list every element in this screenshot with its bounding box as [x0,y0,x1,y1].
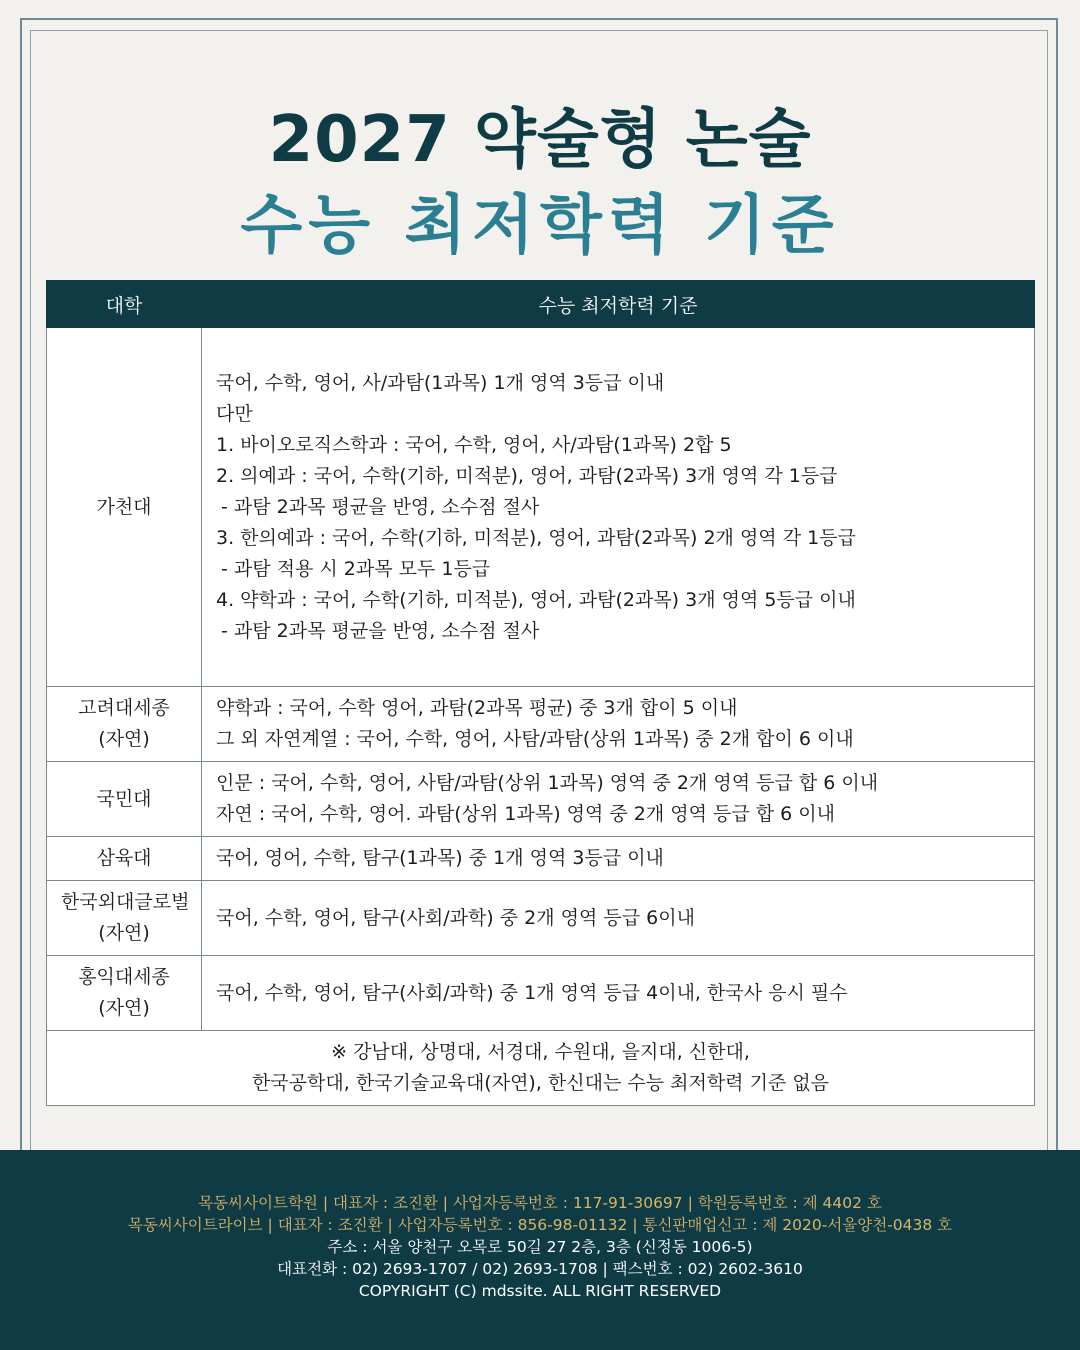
university-cell [47,687,202,762]
university-name: 가천대 [96,495,152,518]
criteria-line: - 과탐 2과목 평균을 반영, 소수점 절사 [221,619,540,642]
criteria-line: 2. 의예과 : 국어, 수학(기하, 미적분), 영어, 과탐(2과목) 3개 영역 각 1등급 [216,464,838,487]
university-cell [47,837,202,881]
note-line: ※ 강남대, 상명대, 서경대, 수원대, 을지대, 신한대, [331,1041,750,1063]
footer-contact: 대표전화 : 02) 2693-1707 / 02) 2693-1708 | 팩스번호 : 02) 2602-3610 [277,1260,803,1278]
header-criteria: 수능 최저학력 기준 [202,281,1035,328]
criteria-cell [202,762,1035,837]
university-name: 홍익대세종 [78,966,170,988]
criteria-line: 그 외 자연계열 : 국어, 수학, 영어, 사탐/과탐(상위 1과목) 중 2개 합이 6 이내 [216,728,854,750]
criteria-line: 국어, 영어, 수학, 탐구(1과목) 중 1개 영역 3등급 이내 [216,847,664,869]
university-track: (자연) [98,728,150,750]
university-cell [47,762,202,837]
table-row [47,881,1035,956]
criteria-table [46,280,1035,1106]
table-row [47,687,1035,762]
table-row [47,762,1035,837]
criteria-cell [202,328,1035,687]
table-note-row [47,1031,1035,1106]
criteria-line: - 과탐 적용 시 2과목 모두 1등급 [221,557,491,580]
table-row [47,837,1035,881]
university-cell [47,881,202,956]
footer-address: 주소 : 서울 양천구 오목로 50길 27 2층, 3층 (신정동 1006-5) [327,1238,753,1256]
table-row [47,328,1035,687]
criteria-line: - 과탐 2과목 평균을 반영, 소수점 절사 [221,495,540,518]
university-name: 한국외대글로벌 [61,891,190,913]
note-line: 한국공학대, 한국기술교육대(자연), 한신대는 수능 최저학력 기준 없음 [251,1072,830,1094]
university-cell [47,956,202,1031]
page-title-line1: 2027 약술형 논술 [268,103,812,177]
criteria-line: 국어, 수학, 영어, 탐구(사회/과학) 중 2개 영역 등급 6이내 [216,906,695,929]
footer-text-block [0,1192,1080,1302]
table-header-row [47,281,1035,328]
university-track: (자연) [98,922,150,944]
criteria-cell [202,687,1035,762]
criteria-line: 3. 한의예과 : 국어, 수학(기하, 미적분), 영어, 과탐(2과목) 2개 영역 각 1등급 [216,526,856,549]
criteria-line: 자연 : 국어, 수학, 영어. 과탐(상위 1과목) 영역 중 2개 영역 등급 합 6 이내 [216,803,836,825]
footer-academy-info: 목동씨사이트학원 | 대표자 : 조진환 | 사업자등록번호 : 117-91-30697 | 학원등록번호 : 제 4402 호 [198,1194,882,1212]
note-cell [47,1031,1035,1106]
footer [0,1150,1080,1350]
footer-live-info: 목동씨사이트라이브 | 대표자 : 조진환 | 사업자등록번호 : 856-98-01132 | 통신판매업신고 : 제 2020-서울양천-0438 호 [127,1216,953,1234]
university-cell [47,328,202,687]
criteria-line: 약학과 : 국어, 수학 영어, 과탐(2과목 평균) 중 3개 합이 5 이내 [216,697,738,719]
university-name: 삼육대 [96,847,152,869]
criteria-line: 국어, 수학, 영어, 탐구(사회/과학) 중 1개 영역 등급 4이내, 한국사 응시 필수 [216,981,848,1004]
criteria-cell [202,956,1035,1031]
criteria-cell [202,881,1035,956]
criteria-line: 인문 : 국어, 수학, 영어, 사탐/과탐(상위 1과목) 영역 중 2개 영역 등급 합 6 이내 [216,772,879,794]
university-name: 고려대세종 [78,697,170,719]
criteria-cell [202,837,1035,881]
header-university: 대학 [47,281,202,328]
criteria-line: 국어, 수학, 영어, 사/과탐(1과목) 1개 영역 3등급 이내 [216,371,665,394]
criteria-line: 1. 바이오로직스학과 : 국어, 수학, 영어, 사/과탐(1과목) 2합 5 [216,433,732,456]
footer-copyright: COPYRIGHT (C) mdssite. ALL RIGHT RESERVED [358,1282,722,1300]
table-row [47,956,1035,1031]
criteria-line: 다만 [216,402,253,425]
university-track: (자연) [98,997,150,1019]
page-title-line2: 수능 최저학력 기준 [240,189,840,263]
criteria-line: 4. 약학과 : 국어, 수학(기하, 미적분), 영어, 과탐(2과목) 3개 영역 5등급 이내 [216,588,856,611]
university-name: 국민대 [96,787,152,810]
